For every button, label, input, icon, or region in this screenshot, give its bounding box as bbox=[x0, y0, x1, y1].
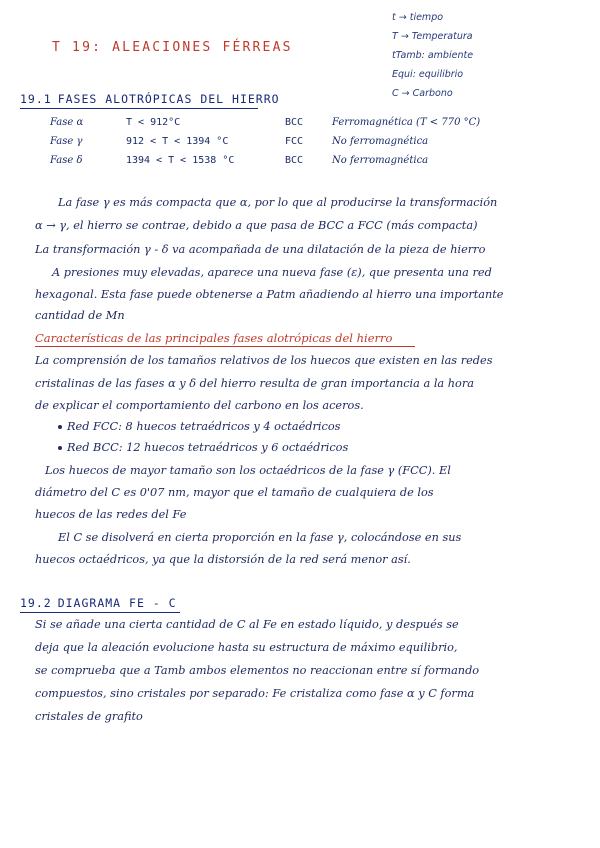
text-line: huecos de las redes del Fe bbox=[35, 508, 187, 521]
text-line: A presiones muy elevadas, aparece una nueva fase (ε), que presenta una red bbox=[52, 266, 492, 279]
list-item-text: Red BCC: 12 huecos tetraédricos y 6 octaédricos bbox=[67, 441, 349, 454]
list-item bbox=[58, 420, 340, 433]
text-line: hexagonal. Esta fase puede obtenerse a Patm añadiendo al hierro una importante bbox=[35, 288, 504, 301]
legend-item: t → tiempo bbox=[392, 12, 444, 23]
subheading-underline bbox=[35, 346, 415, 347]
section-number: 19.1 bbox=[20, 92, 52, 106]
phase-row bbox=[50, 136, 570, 150]
section-heading bbox=[20, 596, 177, 610]
text-line: diámetro del C es 0'07 nm, mayor que el tamaño de cualquiera de los bbox=[35, 486, 434, 499]
phase-name: Fase γ bbox=[50, 136, 83, 147]
text-line: La fase γ es más compacta que α, por lo que al producirse la transformación bbox=[58, 196, 498, 209]
text-line: La transformación γ - δ va acompañada de una dilatación de la pieza de hierro bbox=[35, 243, 486, 256]
text-line: cristalinas de las fases α y δ del hierro resulta de gran importancia a la hora bbox=[35, 377, 474, 390]
legend-item: C → Carbono bbox=[392, 88, 453, 99]
section-title: DIAGRAMA FE - C bbox=[57, 596, 177, 610]
list-item bbox=[58, 441, 348, 454]
bullet-icon bbox=[58, 446, 62, 450]
text-line: Si se añade una cierta cantidad de C al Fe en estado líquido, y después se bbox=[35, 618, 459, 631]
phase-range: 1394 < T < 1538 °C bbox=[126, 155, 235, 166]
legend-item: T → Temperatura bbox=[392, 31, 473, 42]
text-line: cristales de grafito bbox=[35, 710, 143, 723]
phase-range: T < 912°C bbox=[126, 117, 181, 128]
legend-item: tTamb: ambiente bbox=[392, 50, 474, 61]
text-line: se comprueba que a Tamb ambos elementos no reaccionan entre sí formando bbox=[35, 664, 480, 677]
phase-property: No ferromagnética bbox=[332, 155, 429, 166]
legend-item: Equi: equilibrio bbox=[392, 69, 464, 80]
list-item-text: Red FCC: 8 huecos tetraédricos y 4 octaédricos bbox=[67, 420, 341, 433]
phase-row bbox=[50, 155, 570, 169]
text-line: Los huecos de mayor tamaño son los octaédricos de la fase γ (FCC). El bbox=[45, 464, 451, 477]
text-line: La comprensión de los tamaños relativos de los huecos que existen en las redes bbox=[35, 354, 493, 367]
text-line: deja que la aleación evolucione hasta su estructura de máximo equilibrio, bbox=[35, 641, 458, 654]
section-underline bbox=[20, 108, 258, 109]
subheading: Características de las principales fases alotrópicas del hierro bbox=[35, 331, 393, 345]
section-title: FASES ALOTRÓPICAS DEL HIERRO bbox=[57, 92, 280, 106]
phase-cell: BCC bbox=[285, 117, 304, 128]
phase-cell: BCC bbox=[285, 155, 304, 166]
phase-name: Fase α bbox=[50, 117, 84, 128]
text-line: El C se disolverá en cierta proporción en la fase γ, colocándose en sus bbox=[58, 531, 462, 544]
phase-property: No ferromagnética bbox=[332, 136, 429, 147]
phase-range: 912 < T < 1394 °C bbox=[126, 136, 229, 147]
phase-cell: FCC bbox=[285, 136, 304, 147]
text-line: huecos octaédricos, ya que la distorsión de la red será menor así. bbox=[35, 553, 411, 566]
text-line: α → γ, el hierro se contrae, debido a que pasa de BCC a FCC (más compacta) bbox=[35, 219, 478, 232]
text-line: de explicar el comportamiento del carbono en los aceros. bbox=[35, 399, 364, 412]
page-title: T 19: ALEACIONES FÉRREAS bbox=[52, 40, 293, 55]
section-heading bbox=[20, 92, 280, 106]
phase-row bbox=[50, 117, 570, 131]
section-number: 19.2 bbox=[20, 596, 52, 610]
text-line: compuestos, sino cristales por separado: Fe cristaliza como fase α y C forma bbox=[35, 687, 475, 700]
phase-property: Ferromagnética (T < 770 °C) bbox=[332, 117, 481, 128]
section-underline bbox=[20, 612, 180, 613]
phase-name: Fase δ bbox=[50, 155, 83, 166]
legend bbox=[392, 8, 473, 103]
bullet-icon bbox=[58, 425, 62, 429]
text-line: cantidad de Mn bbox=[35, 309, 125, 322]
